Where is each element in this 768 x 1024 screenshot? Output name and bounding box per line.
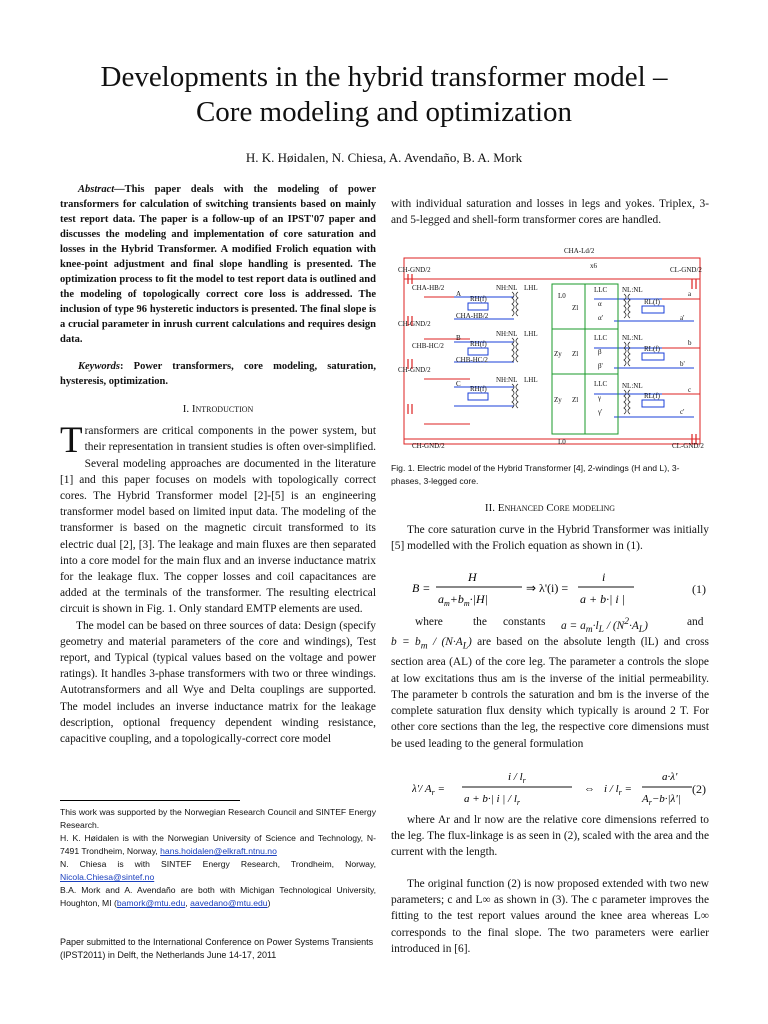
equation-1-number: (1) xyxy=(692,582,706,596)
label-rl-a: RL(f) xyxy=(644,298,660,306)
label-llc-c: LLC xyxy=(594,380,608,388)
label-llc-b: LLC xyxy=(594,334,608,342)
section-2-paragraph-1: The core saturation curve in the Hybrid Transformer was initially [5] modelled with the Frolich equation as shown in (1). xyxy=(391,524,709,553)
label-node-c-prime: c' xyxy=(680,408,685,416)
label-c-l-gnd-2: CL-GND/2 xyxy=(672,442,704,450)
keywords-text: : Power transformers, core modeling, saturation, hysteresis, optimization. xyxy=(60,361,376,387)
label-gamma: γ xyxy=(598,394,602,402)
keywords-label: Keywords xyxy=(78,361,120,372)
dropcap: T xyxy=(60,420,83,462)
svg-text:⇔: ⇔ xyxy=(584,783,595,795)
paper-title xyxy=(40,60,728,130)
label-l0-top: L0 xyxy=(558,292,566,300)
title-line-1: Developments in the hybrid transformer model – xyxy=(100,61,668,93)
svg-text:am+bm·|H|: $a_m+b_m\cdot|H|$ xyxy=(438,592,488,608)
figure-caption: Fig. 1. Electric model of the Hybrid Transformer [4], 2-windings (H and L), 3-phases, 3-legged core. xyxy=(391,463,680,486)
section-2-paragraph-3: where Ar and lr now are the relative core dimensions referred to the leg. The flux-linkage is as seen in (2), scaled with the area and the current with the length. xyxy=(391,814,709,859)
email-link-hoidalen[interactable]: hans.hoidalen@elkraft.ntnu.no xyxy=(160,846,277,856)
label-lhl-a: LHL xyxy=(524,284,538,292)
authors: H. K. Høidalen, N. Chiesa, A. Avendaño, B. A. Mork xyxy=(245,150,523,165)
label-c-hb-hc-2: CHB-HC/2 xyxy=(456,356,488,364)
label-ratio-c: NH:NL xyxy=(496,376,518,384)
section-2-paragraph-2: $b = b_m / (N\cdot A_L)$ are based on the absolute length (lL) and cross section area (AL) of the core leg. The parameter a controls the slope at low excitations thus am is the inverse of the initial permeability. The parameter b controls the saturation and bm is the inverse of the complete saturation flux density which typically is around 2 T. For other core sections than the leg, the respective core dimensions must be used leading to the general formulation xyxy=(391,636,709,750)
section-2 xyxy=(391,500,709,555)
footnote-4: B.A. Mork and A. Avendaño are both with Michigan Technological University, Houghton, MI (bamork@mtu.edu, aavedano@mtu.edu) xyxy=(60,885,376,908)
resistor-rh-a xyxy=(468,303,488,310)
abstract-label: Abstract xyxy=(78,184,115,195)
footnote-2: H. K. Høidalen is with the Norwegian University of Science and Technology, N-7491 Trondheim, Norway, hans.hoidalen@elkraft.ntnu.no xyxy=(60,833,376,856)
label-rh-c: RH(f) xyxy=(470,385,487,393)
svg-text:a·λ': a·λ' xyxy=(662,771,678,783)
label-ratio2-c: NL:NL xyxy=(622,382,643,390)
label-zl-c: Zl xyxy=(572,396,579,404)
email-link-avendano[interactable]: aavedano@mtu.edu xyxy=(190,898,268,908)
equation-1 xyxy=(412,568,652,608)
label-rl-b: RL(f) xyxy=(644,345,660,353)
label-beta-prime: β' xyxy=(598,362,603,370)
label-node-b-lower: b xyxy=(688,339,692,347)
label-rh-b: RH(f) xyxy=(470,340,487,348)
svg-text:i / lr: i / $l_r$ xyxy=(508,771,526,785)
section-2-title: Enhanced Core modeling xyxy=(497,502,616,514)
label-c-ha-ld: CHA-Ld/2 xyxy=(564,247,595,255)
section-2-number: II. xyxy=(484,502,495,514)
label-zy-c: Zy xyxy=(554,396,562,404)
section-2-paragraph-4: The original function (2) is now proposed extended with two new parameters; c and L∞ as shown in (3). The c parameter improves the fitting to the test report values around the knee area whereas L∞ corresponds to the final slope. The two parameters were earlier introduced in [6]. xyxy=(391,878,709,955)
svg-text:B: B xyxy=(412,581,420,595)
footnote-1: This work was supported by the Norwegian Research Council and SINTEF Energy Research. xyxy=(60,807,376,830)
label-ratio-b: NH:NL xyxy=(496,330,518,338)
left-column xyxy=(60,182,376,747)
label-rh-a: RH(f) xyxy=(470,295,487,303)
label-rl-c: RL(f) xyxy=(644,392,660,400)
equation-2-number: (2) xyxy=(692,782,706,796)
footnotes xyxy=(60,800,376,910)
label-node-b-prime: b' xyxy=(680,360,685,368)
label-node-b: B xyxy=(456,334,461,342)
svg-text:=: = xyxy=(423,581,430,595)
resistor-rl-c xyxy=(642,400,664,407)
hybrid-transformer-circuit-figure xyxy=(394,244,710,456)
label-c-h-gnd: CH-GND/2 xyxy=(398,266,431,274)
label-alpha: α xyxy=(598,300,602,308)
label-c-ha-hb: CHA-HB/2 xyxy=(412,284,445,292)
resistor-rl-a xyxy=(642,306,664,313)
label-c-hb-hc: CHB-HC/2 xyxy=(412,342,444,350)
right-column-top xyxy=(391,196,709,228)
intro-paragraph-1: Transformers are critical components in the power system, but their representation in transient studies is often over-simplified. Several modeling approaches are documented in the literature [1] and this paper focuses on models with topologically correct cores. The Hybrid Transformer model [2]-[5] is an engineering transformer model based on limited input data. The modeling of the transformer is based on the magnetic circuit transformed to its electric dual [2], [3]. The leakage and main fluxes are then separated into a core model for the main flux and an inverse inductance matrix for the leakage flux. The copper losses and coil capacitances are added at the terminals of the transformer. The resulting electrical circuit is shown in Fig. 1. Only standard EMTP elements are used. xyxy=(60,420,376,616)
svg-text:H: H xyxy=(468,570,477,584)
label-c-ha-hb-2: CHA-HB/2 xyxy=(456,312,489,320)
section-1-number: I. xyxy=(182,403,190,415)
resistor-rh-c xyxy=(468,393,488,400)
label-l0-bottom: L0 xyxy=(558,438,566,446)
abstract-text: —This paper deals with the modeling of power transformers for calculation of switching transients based on mainly test report data. The paper is a follow-up of an IPST'07 paper and discusses the modeling and implementation of core saturation and losses in the Hybrid Transformer. A modified Frolich equation with knee-point adjustment and final slope handling is presented. The optimization process to fit the model to test report data is outlined and the modeling of topologically correct core loss is addressed. The inclusion of type 96 hysteretic inductors is presented. The final slope is a crucial parameter in inrush current calculations and requires design data. xyxy=(60,184,376,345)
svg-text:λ'/ Ar =: λ'/ $A_r$ = xyxy=(412,783,445,797)
label-node-c: C xyxy=(456,380,461,388)
label-c-l-gnd: CL-GND/2 xyxy=(670,266,702,274)
label-alpha-prime: α' xyxy=(598,314,603,322)
svg-text:a + b·| i | / lr: a + b·| i | / $l_r$ xyxy=(464,793,521,807)
label-c-h-gnd-3: CH-GND/2 xyxy=(398,366,431,374)
label-node-a-prime: a' xyxy=(680,314,685,322)
label-lhl-c: LHL xyxy=(524,376,538,384)
equation-2 xyxy=(412,768,692,808)
email-link-mork[interactable]: bamork@mtu.edu xyxy=(116,898,186,908)
section-1-heading xyxy=(60,401,376,417)
keywords xyxy=(60,359,376,389)
label-zl-a: Zl xyxy=(572,304,579,312)
svg-text:Ar−b·|λ'|: $A_r-b\cdot|\lambda'|$ xyxy=(642,793,681,807)
svg-text:a + b·| i |: a + b·| i | xyxy=(580,592,626,606)
svg-text:i: i xyxy=(602,570,606,584)
svg-text:⇒ λ'(i) =: ⇒ λ'(i) = xyxy=(526,581,569,595)
label-c-h-gnd-4: CH-GND/2 xyxy=(412,442,445,450)
section-2-heading xyxy=(391,500,709,516)
email-link-chiesa[interactable]: Nicola.Chiesa@sintef.no xyxy=(60,872,155,882)
right-intro-continuation: with individual saturation and losses in legs and yokes. Triplex, 3- and 5-legged and shell-form transformer cores are handled. xyxy=(391,198,709,227)
label-zy-b: Zy xyxy=(554,350,562,358)
label-node-a: A xyxy=(456,290,462,298)
label-x6: x6 xyxy=(590,262,597,270)
abstract xyxy=(60,182,376,347)
intro-paragraph-2: The model can be based on three sources of data: Design (specify geometry and material parameters of the core and windings), Test report, and Typical (typical values based on the voltage and power ratings). It handles 3-phase transformers with two or three windings. Autotransformers and all Wye and Delta couplings are supported. The model includes an inverse inductance matrix for the leakage description, optional frequency dependent winding resistance, capacitive coupling, and a topologically-correct core model xyxy=(60,619,376,746)
label-ratio2-a: NL:NL xyxy=(622,286,643,294)
submission-note: Paper submitted to the International Conference on Power Systems Transients (IPST2011) in Delft, the Netherlands June 14-17, 2011 xyxy=(60,937,374,960)
label-llc-a: LLC xyxy=(594,286,608,294)
label-zl-b: Zl xyxy=(572,350,579,358)
section-1-title: Introduction xyxy=(191,403,254,415)
label-ratio2-b: NL:NL xyxy=(622,334,643,342)
title-line-2: Core modeling and optimization xyxy=(195,96,573,128)
label-gamma-prime: γ' xyxy=(598,408,603,416)
label-lhl-b: LHL xyxy=(524,330,538,338)
label-beta: β xyxy=(598,348,602,356)
svg-text:i / lr =: i / $l_r$ = xyxy=(604,783,632,797)
footnote-3: N. Chiesa is with SINTEF Energy Research, Trondheim, Norway, Nicola.Chiesa@sintef.no xyxy=(60,859,376,882)
label-node-a-lower: a xyxy=(688,290,692,298)
resistor-rl-b xyxy=(642,353,664,360)
label-node-c-lower: c xyxy=(688,386,692,394)
label-ratio-a: NH:NL xyxy=(496,284,518,292)
label-c-h-gnd-2: CH-GND/2 xyxy=(398,320,431,328)
resistor-rh-b xyxy=(468,348,488,355)
